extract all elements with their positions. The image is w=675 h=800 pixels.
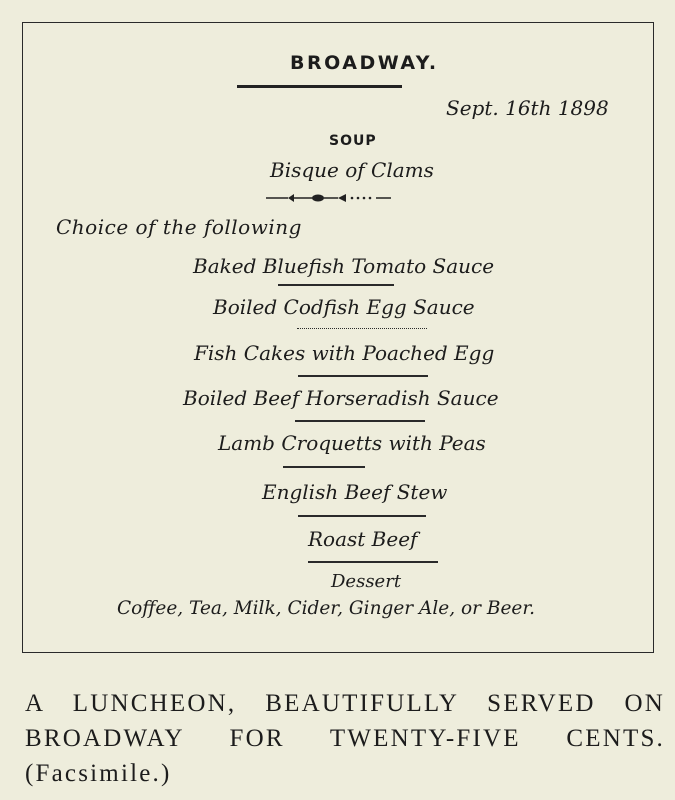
soup-heading: SOUP — [329, 133, 377, 149]
dish-divider — [295, 420, 425, 422]
dish-item: Boiled Codfish Egg Sauce — [213, 295, 475, 319]
dish-item: English Beef Stew — [262, 480, 448, 504]
dish-divider — [283, 466, 365, 468]
menu-date: Sept. 16th 1898 — [446, 96, 609, 120]
caption: A LUNCHEON, BEAUTIFULLY SERVED ON BROADWAY FOR TWENTY-FIVE CENTS. (Facsimile.) — [25, 690, 665, 787]
dish-item: Baked Bluefish Tomato Sauce — [193, 254, 495, 278]
dish-divider — [298, 515, 426, 517]
dish-item: Roast Beef — [308, 527, 418, 551]
menu-title: BROADWAY. — [290, 52, 439, 74]
ornament-divider — [266, 190, 391, 206]
dish-item: Boiled Beef Horseradish Sauce — [183, 386, 499, 410]
choice-heading: Choice of the following — [56, 215, 302, 239]
soup-name: Bisque of Clams — [270, 158, 434, 182]
drinks-line: Coffee, Tea, Milk, Cider, Ginger Ale, or Beer. — [117, 598, 536, 619]
dish-item: Fish Cakes with Poached Egg — [194, 341, 495, 365]
dish-divider — [298, 375, 428, 377]
dessert-heading: Dessert — [331, 571, 402, 592]
dish-divider — [278, 284, 394, 286]
dish-divider — [297, 328, 427, 329]
title-underline — [237, 85, 402, 88]
dish-item: Lamb Croquetts with Peas — [218, 431, 486, 455]
dish-divider — [308, 561, 438, 563]
